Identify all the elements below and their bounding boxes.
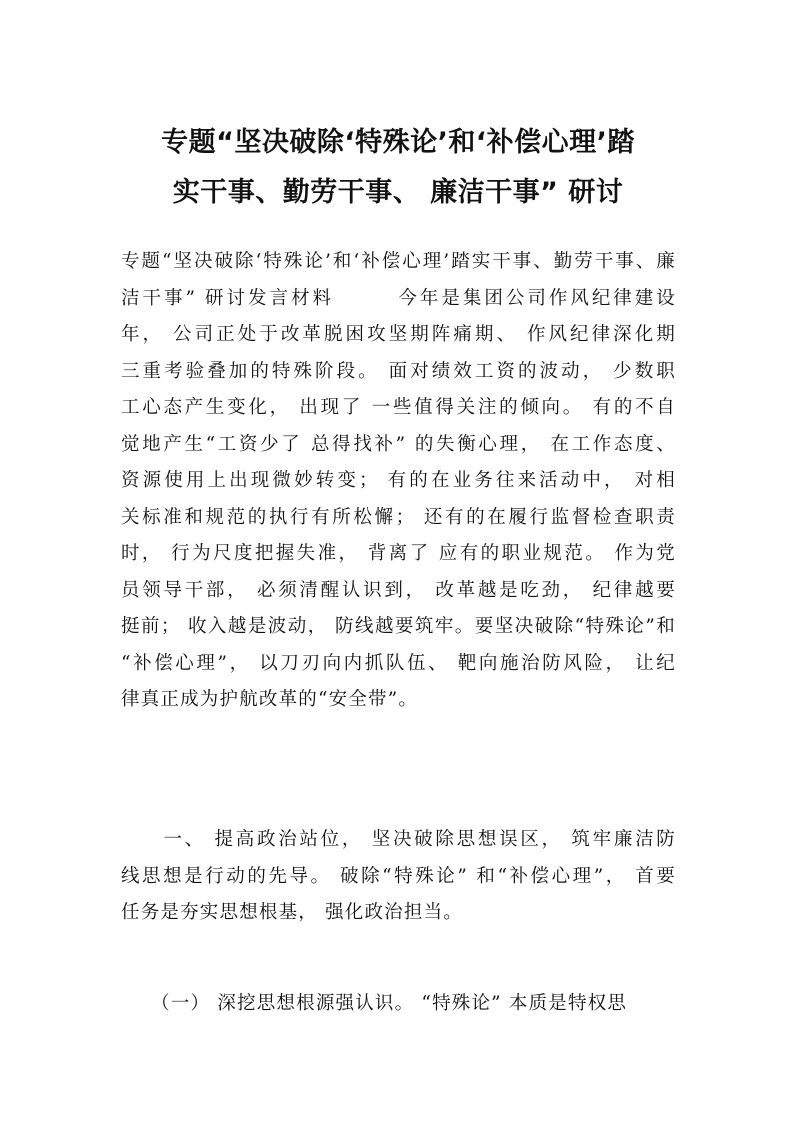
text-line: “补偿心理”， 以刀刃向内抓队伍、 靶向施治防风险， 让纪 [121,652,676,674]
title-line-2: 实干事、勤劳干事、 廉洁干事” 研讨 [172,177,624,208]
text-line: 关标准和规范的执行有所松懈； 还有的在履行监督检查职责 [121,506,676,528]
text-line: 资源使用上出现微妙转变； 有的在业务往来活动中， 对相 [121,470,676,491]
text-line: （一） 深挖思想根源强认识。 “特殊论” 本质是特权思 [121,993,628,1014]
section-one-paragraph [121,822,676,932]
text-line: 挺前； 收入越是波动， 防线越要筑牢。要坚决破除“特殊论”和 [121,616,676,637]
text-line: 一、 提高政治站位， 坚决破除思想误区， 筑牢廉洁防 [121,829,676,850]
text-line: 工心态产生变化， 出现了 一些值得关注的倾向。 有的不自 [121,397,676,418]
text-line: 员领导干部， 必须清醒认识到， 改革越是吃劲， 纪律越要 [121,579,676,601]
text-line: 任务是夯实思想根基， 强化政治担当。 [121,902,463,923]
title-line-1: 专题“坚决破除‘特殊论’和‘补偿心理’踏 [161,127,635,158]
text-line: 时， 行为尺度把握失准， 背离了 应有的职业规范。 作为党 [121,543,676,564]
intro-paragraph [121,244,676,719]
text-line: 线思想是行动的先导。 破除“特殊论” 和“补偿心理”， 首要 [121,865,676,887]
text-line: 律真正成为护航改革的“安全带”。 [121,689,419,710]
text-line: 洁干事” 研讨发言材料 今年是集团公司作风纪律建设 [121,287,676,309]
text-line: 三重考验叠加的特殊阶段。 面对绩效工资的波动， 少数职 [121,360,676,382]
document-title [118,118,678,218]
text-line: 专题“坚决破除‘特殊论’和‘补偿心理’踏实干事、勤劳干事、廉 [121,251,676,272]
text-line: 年， 公司正处于改革脱困攻坚期阵痛期、 作风纪律深化期 [121,324,676,345]
text-line: 觉地产生“工资少了 总得找补” 的失衡心理， 在工作态度、 [121,433,676,455]
subsection-one-paragraph [121,986,676,1023]
